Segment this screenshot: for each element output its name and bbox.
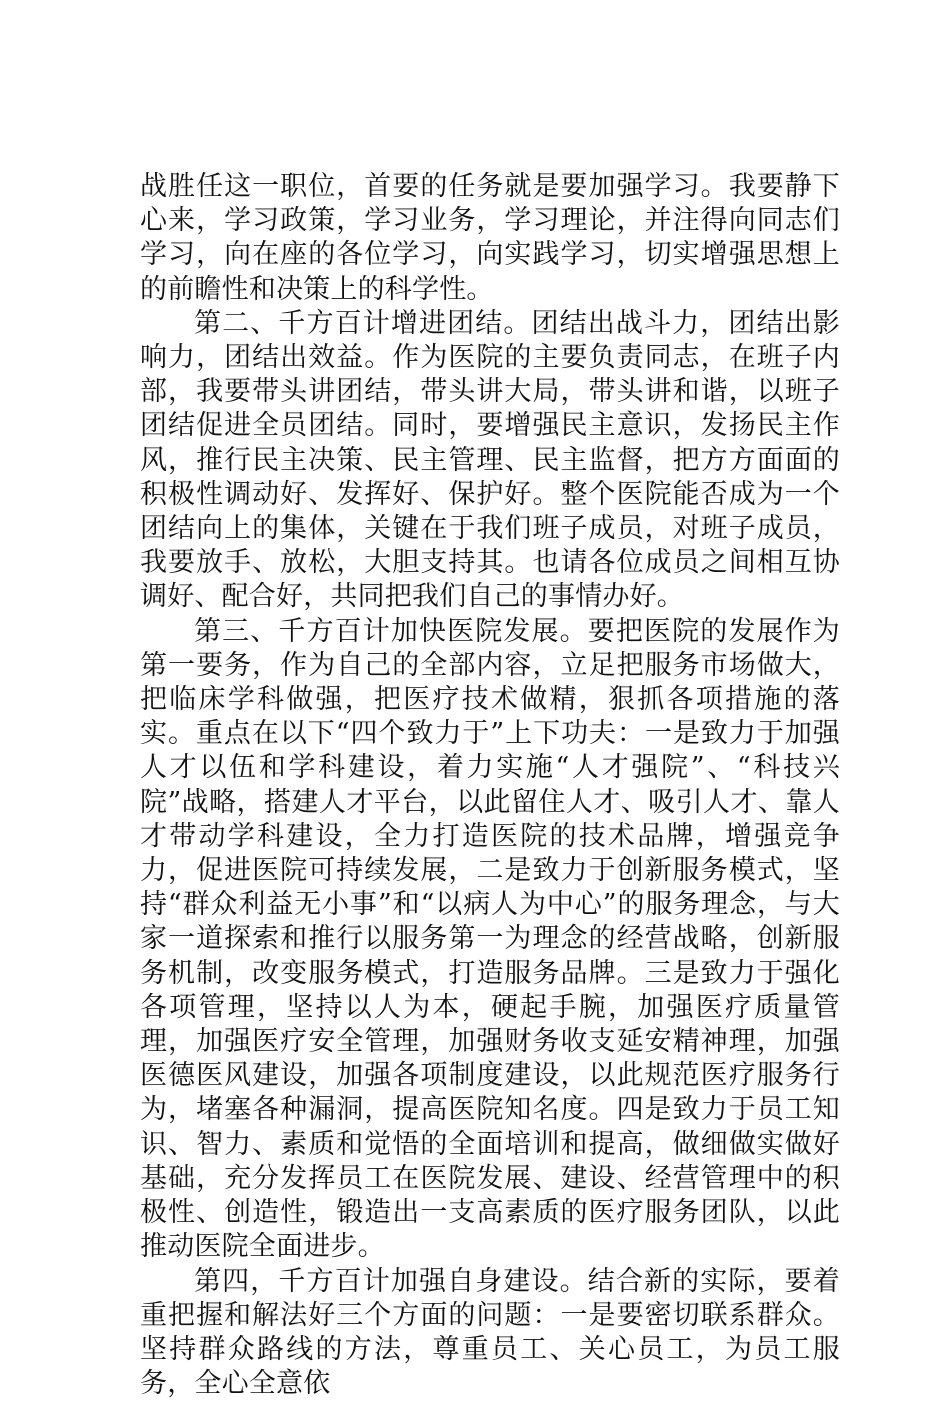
paragraph-4: 第四，千方百计加强自身建设。结合新的实际，要着重把握和解法好三个方面的问题：一是要密切联系群众。坚持群众路线的方法，尊重员工、关心员工，为员工服务，全心全意依 — [140, 1265, 840, 1401]
paragraph-1: 战胜任这一职位，首要的任务就是要加强学习。我要静下心来，学习政策，学习业务，学习理论，并注得向同志们学习，向在座的各位学习，向实践学习，切实增强思想上的前瞻性和决策上的科学性。 — [140, 170, 840, 307]
paragraph-3: 第三、千方百计加快医院发展。要把医院的发展作为第一要务，作为自己的全部内容，立足把服务市场做大，把临床学科做强，把医疗技术做精，狠抓各项措施的落实。重点在以下“四个致力于”上下功夫：一是致力于加强人才以伍和学科建设，着力实施“人才强院”、“科技兴院”战略，搭建人才平台，以此留住人才、吸引人才、靠人才带动学科建设，全力打造医院的技术品牌，增强竞争力，促进医院可持续发展，二是致力于创新服务模式，坚持“群众利益无小事”和“以病人为中心”的服务理念，与大家一道探索和推行以服务第一为理念的经营战略，创新服务机制，改变服务模式，打造服务品牌。三是致力于强化各项管理，坚持以人为本，硬起手腕，加强医疗质量管理，加强医疗安全管理，加强财务收支延安精神理，加强医德医风建设，加强各项制度建设，以此规范医疗服务行为，堵塞各种漏洞，提高医院知名度。四是致力于员工知识、智力、素质和觉悟的全面培训和提高，做细做实做好基础，充分发挥员工在医院发展、建设、经营管理中的积极性、创造性，锻造出一支高素质的医疗服务团队，以此推动医院全面进步。 — [140, 615, 840, 1265]
paragraph-2: 第二、千方百计增进团结。团结出战斗力，团结出影响力，团结出效益。作为医院的主要负责同志，在班子内部，我要带头讲团结，带头讲大局，带头讲和谐，以班子团结促进全员团结。同时，要增强民主意识，发扬民主作风，推行民主决策、民主管理、民主监督，把方方面面的积极性调动好、发挥好、保护好。整个医院能否成为一个团结向上的集体，关键在于我们班子成员，对班子成员，我要放手、放松，大胆支持其。也请各位成员之间相互协调好、配合好，共同把我们自己的事情办好。 — [140, 307, 840, 615]
document-body — [140, 170, 840, 1401]
